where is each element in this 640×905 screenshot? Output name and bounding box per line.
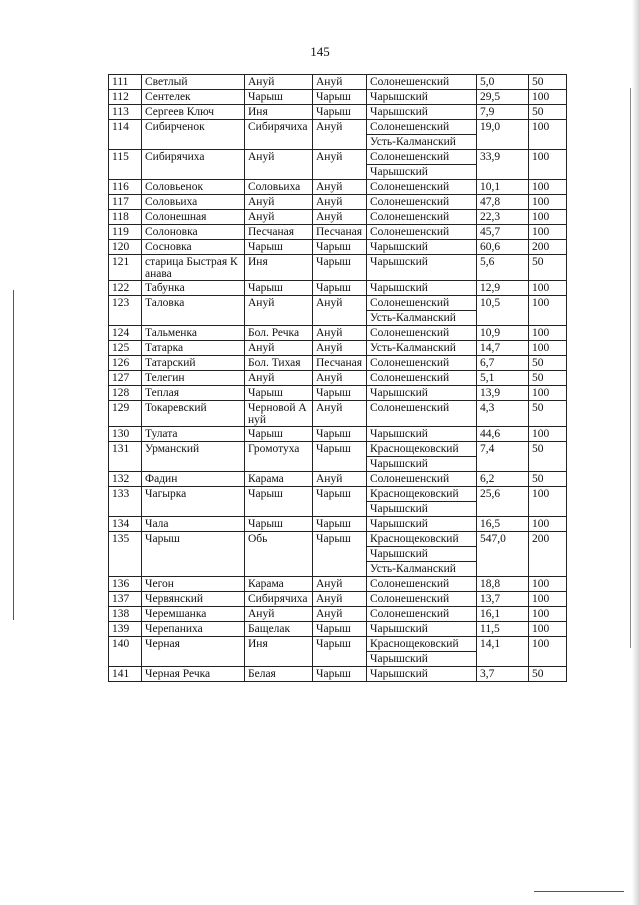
river-name-cell: Сибирячиха [142, 150, 245, 180]
row-number-cell: 128 [109, 386, 142, 401]
basin-cell: Ануй [313, 120, 367, 150]
district-line: Солонешенский [370, 608, 450, 620]
length-cell: 5,1 [477, 371, 529, 386]
row-number-cell: 118 [109, 210, 142, 225]
length-cell: 5,0 [477, 75, 529, 90]
table-row [109, 105, 567, 120]
row-number-cell: 134 [109, 517, 142, 532]
districts-cell [367, 442, 477, 472]
table-row [109, 225, 567, 240]
river-name-cell: Сергеев Ключ [142, 105, 245, 120]
row-number-cell: 113 [109, 105, 142, 120]
districts-cell [367, 120, 477, 150]
protection-zone-cell: 100 [529, 341, 567, 356]
protection-zone-cell: 50 [529, 442, 567, 472]
mouth-river-cell: Сибирячиха [245, 592, 313, 607]
table-row [109, 442, 567, 472]
mouth-river-cell: Бол. Тихая [245, 356, 313, 371]
protection-zone-cell: 100 [529, 386, 567, 401]
length-cell: 10,9 [477, 326, 529, 341]
districts-cell [367, 326, 477, 341]
footer-rule [534, 891, 624, 892]
basin-cell: Ануй [313, 472, 367, 487]
mouth-river-cell: Бащелак [245, 622, 313, 637]
table-row [109, 607, 567, 622]
districts-cell [367, 210, 477, 225]
basin-cell: Песчаная [313, 225, 367, 240]
table-row [109, 326, 567, 341]
basin-cell: Ануй [313, 577, 367, 592]
row-number-cell: 121 [109, 255, 142, 281]
mouth-river-cell: Ануй [245, 210, 313, 225]
basin-cell: Чарыш [313, 281, 367, 296]
table-row [109, 401, 567, 427]
row-number-cell: 123 [109, 296, 142, 326]
table-row [109, 637, 567, 667]
protection-zone-cell: 100 [529, 637, 567, 667]
river-name-cell: Табунка [142, 281, 245, 296]
protection-zone-cell: 100 [529, 120, 567, 150]
length-cell: 33,9 [477, 150, 529, 180]
table-row [109, 296, 567, 326]
districts-cell [367, 577, 477, 592]
river-name-cell: Черепаниха [142, 622, 245, 637]
protection-zone-cell: 100 [529, 517, 567, 532]
length-cell: 3,7 [477, 667, 529, 682]
row-number-cell: 125 [109, 341, 142, 356]
mouth-river-cell: Карама [245, 472, 313, 487]
districts-cell [367, 281, 477, 296]
river-name-cell: Татарка [142, 341, 245, 356]
basin-cell: Чарыш [313, 427, 367, 442]
mouth-river-cell: Песчаная [245, 225, 313, 240]
protection-zone-cell: 50 [529, 105, 567, 120]
district-line: Солонешенский [370, 151, 450, 163]
table-row [109, 667, 567, 682]
river-name-cell: Соловьенок [142, 180, 245, 195]
basin-cell: Чарыш [313, 532, 367, 577]
district-line: Чарышский [370, 623, 428, 635]
table-body [109, 75, 567, 682]
district-line: Чарышский [370, 241, 428, 253]
districts-cell [367, 386, 477, 401]
district-line: Чарышский [370, 668, 428, 680]
row-number-cell: 131 [109, 442, 142, 472]
river-name-cell: Солонешная [142, 210, 245, 225]
table-row [109, 532, 567, 577]
districts-cell [367, 195, 477, 210]
district-line: Краснощековский [370, 488, 459, 500]
row-number-cell: 111 [109, 75, 142, 90]
basin-cell: Ануй [313, 371, 367, 386]
district-line: Чарышский [367, 546, 476, 561]
protection-zone-cell: 100 [529, 296, 567, 326]
table-row [109, 356, 567, 371]
districts-cell [367, 356, 477, 371]
mouth-river-cell: Ануй [245, 195, 313, 210]
districts-cell [367, 487, 477, 517]
length-cell: 45,7 [477, 225, 529, 240]
mouth-river-cell: Белая [245, 667, 313, 682]
districts-cell [367, 592, 477, 607]
district-line: Чарышский [370, 256, 428, 268]
table-row [109, 386, 567, 401]
row-number-cell: 139 [109, 622, 142, 637]
river-name-cell: Солоновка [142, 225, 245, 240]
row-number-cell: 127 [109, 371, 142, 386]
table-row [109, 240, 567, 255]
length-cell: 7,9 [477, 105, 529, 120]
table-row [109, 577, 567, 592]
length-cell: 6,7 [477, 356, 529, 371]
protection-zone-cell: 100 [529, 281, 567, 296]
row-number-cell: 126 [109, 356, 142, 371]
mouth-river-cell: Сибирячиха [245, 120, 313, 150]
protection-zone-cell: 100 [529, 607, 567, 622]
length-cell: 4,3 [477, 401, 529, 427]
length-cell: 10,5 [477, 296, 529, 326]
protection-zone-cell: 50 [529, 401, 567, 427]
river-name-cell: Соловьиха [142, 195, 245, 210]
mouth-river-cell: Чарыш [245, 487, 313, 517]
river-name-cell: Черная [142, 637, 245, 667]
district-line: Усть-Калманский [367, 310, 476, 325]
protection-zone-cell: 100 [529, 210, 567, 225]
mouth-river-cell: Соловьиха [245, 180, 313, 195]
row-number-cell: 137 [109, 592, 142, 607]
basin-cell: Ануй [313, 326, 367, 341]
length-cell: 13,7 [477, 592, 529, 607]
table-row [109, 75, 567, 90]
districts-cell [367, 255, 477, 281]
length-cell: 44,6 [477, 427, 529, 442]
protection-zone-cell: 100 [529, 592, 567, 607]
districts-cell [367, 371, 477, 386]
districts-cell [367, 427, 477, 442]
districts-cell [367, 637, 477, 667]
protection-zone-cell: 100 [529, 427, 567, 442]
length-cell: 18,8 [477, 577, 529, 592]
mouth-river-cell: Чарыш [245, 427, 313, 442]
mouth-river-cell: Чарыш [245, 281, 313, 296]
length-cell: 25,6 [477, 487, 529, 517]
table-row [109, 341, 567, 356]
length-cell: 13,9 [477, 386, 529, 401]
district-line: Солонешенский [370, 76, 450, 88]
protection-zone-cell: 100 [529, 577, 567, 592]
district-line: Чарышский [370, 518, 428, 530]
length-cell: 6,2 [477, 472, 529, 487]
length-cell: 29,5 [477, 90, 529, 105]
length-cell: 60,6 [477, 240, 529, 255]
table-row [109, 622, 567, 637]
length-cell: 22,3 [477, 210, 529, 225]
mouth-river-cell: Обь [245, 532, 313, 577]
table-row [109, 195, 567, 210]
district-line: Чарышский [370, 106, 428, 118]
basin-cell: Чарыш [313, 622, 367, 637]
margin-line-left [13, 290, 14, 620]
basin-cell: Ануй [313, 401, 367, 427]
margin-line-right [630, 88, 631, 648]
table-row [109, 210, 567, 225]
basin-cell: Ануй [313, 150, 367, 180]
mouth-river-cell: Ануй [245, 150, 313, 180]
page-number: 145 [310, 44, 330, 59]
length-cell: 12,9 [477, 281, 529, 296]
mouth-river-cell: Чарыш [245, 90, 313, 105]
river-name-cell: Червянский [142, 592, 245, 607]
river-name-cell: Токаревский [142, 401, 245, 427]
district-line: Краснощековский [370, 533, 459, 545]
row-number-cell: 119 [109, 225, 142, 240]
mouth-river-cell: Чарыш [245, 240, 313, 255]
protection-zone-cell: 50 [529, 472, 567, 487]
mouth-river-cell: Карама [245, 577, 313, 592]
district-line: Чарышский [367, 501, 476, 516]
table-row [109, 255, 567, 281]
river-name-cell: Сосновка [142, 240, 245, 255]
basin-cell: Ануй [313, 195, 367, 210]
districts-cell [367, 341, 477, 356]
mouth-river-cell: Ануй [245, 371, 313, 386]
district-line: Солонешенский [370, 181, 450, 193]
protection-zone-cell: 100 [529, 225, 567, 240]
mouth-river-cell: Ануй [245, 341, 313, 356]
table-row [109, 517, 567, 532]
row-number-cell: 141 [109, 667, 142, 682]
length-cell: 14,7 [477, 341, 529, 356]
mouth-river-cell: Иня [245, 637, 313, 667]
protection-zone-cell: 100 [529, 180, 567, 195]
districts-cell [367, 105, 477, 120]
protection-zone-cell: 50 [529, 371, 567, 386]
row-number-cell: 124 [109, 326, 142, 341]
mouth-river-cell: Чарыш [245, 517, 313, 532]
protection-zone-cell: 100 [529, 90, 567, 105]
district-line: Чарышский [370, 428, 428, 440]
row-number-cell: 116 [109, 180, 142, 195]
district-line: Чарышский [367, 651, 476, 666]
table-row [109, 281, 567, 296]
river-name-cell: Урманский [142, 442, 245, 472]
protection-zone-cell: 200 [529, 240, 567, 255]
river-name-cell: Черемшанка [142, 607, 245, 622]
table-row [109, 150, 567, 180]
district-line: Усть-Калманский [367, 561, 476, 576]
basin-cell: Чарыш [313, 442, 367, 472]
row-number-cell: 117 [109, 195, 142, 210]
protection-zone-cell: 200 [529, 532, 567, 577]
row-number-cell: 120 [109, 240, 142, 255]
river-name-cell: Чала [142, 517, 245, 532]
row-number-cell: 140 [109, 637, 142, 667]
basin-cell: Чарыш [313, 637, 367, 667]
protection-zone-cell: 50 [529, 356, 567, 371]
river-name-cell: Чегон [142, 577, 245, 592]
protection-zone-cell: 100 [529, 326, 567, 341]
river-name-cell: Фадин [142, 472, 245, 487]
row-number-cell: 135 [109, 532, 142, 577]
protection-zone-cell: 50 [529, 255, 567, 281]
mouth-river-cell: Бол. Речка [245, 326, 313, 341]
basin-cell: Ануй [313, 341, 367, 356]
districts-cell [367, 75, 477, 90]
district-line: Чарышский [370, 282, 428, 294]
protection-zone-cell: 50 [529, 667, 567, 682]
district-line: Чарышский [370, 91, 428, 103]
length-cell: 14,1 [477, 637, 529, 667]
table-row [109, 90, 567, 105]
row-number-cell: 138 [109, 607, 142, 622]
mouth-river-cell: Ануй [245, 607, 313, 622]
river-name-cell: Чарыш [142, 532, 245, 577]
protection-zone-cell: 50 [529, 75, 567, 90]
district-line: Солонешенский [370, 402, 450, 414]
mouth-river-cell: Громотуха [245, 442, 313, 472]
protection-zone-cell: 100 [529, 622, 567, 637]
district-line: Чарышский [367, 456, 476, 471]
basin-cell: Чарыш [313, 90, 367, 105]
districts-cell [367, 90, 477, 105]
mouth-river-cell: Чарыш [245, 386, 313, 401]
basin-cell: Чарыш [313, 386, 367, 401]
basin-cell: Чарыш [313, 487, 367, 517]
districts-cell [367, 532, 477, 577]
district-line: Солонешенский [370, 578, 450, 590]
basin-cell: Ануй [313, 296, 367, 326]
district-line: Краснощековский [370, 638, 459, 650]
district-line: Усть-Калманский [367, 134, 476, 149]
district-line: Краснощековский [370, 443, 459, 455]
district-line: Солонешенский [370, 196, 450, 208]
length-cell: 47,8 [477, 195, 529, 210]
district-line: Солонешенский [370, 473, 450, 485]
mouth-river-cell: Иня [245, 255, 313, 281]
district-line: Солонешенский [370, 211, 450, 223]
district-line: Солонешенский [370, 297, 450, 309]
table-row [109, 371, 567, 386]
river-name-cell: Таловка [142, 296, 245, 326]
basin-cell: Чарыш [313, 517, 367, 532]
table-row [109, 120, 567, 150]
length-cell: 16,5 [477, 517, 529, 532]
districts-cell [367, 180, 477, 195]
mouth-river-cell: Ануй [245, 296, 313, 326]
river-name-cell: Сентелек [142, 90, 245, 105]
districts-cell [367, 622, 477, 637]
district-line: Солонешенский [370, 593, 450, 605]
districts-cell [367, 607, 477, 622]
river-name-cell: Сибирченок [142, 120, 245, 150]
river-name-cell: старица Быстрая Канава [142, 255, 245, 281]
table-row [109, 180, 567, 195]
basin-cell: Ануй [313, 592, 367, 607]
districts-cell [367, 667, 477, 682]
river-name-cell: Черная Речка [142, 667, 245, 682]
length-cell: 5,6 [477, 255, 529, 281]
district-line: Солонешенский [370, 357, 450, 369]
districts-cell [367, 472, 477, 487]
basin-cell: Чарыш [313, 105, 367, 120]
districts-cell [367, 517, 477, 532]
river-name-cell: Телегин [142, 371, 245, 386]
basin-cell: Чарыш [313, 255, 367, 281]
river-name-cell: Теплая [142, 386, 245, 401]
districts-cell [367, 240, 477, 255]
row-number-cell: 129 [109, 401, 142, 427]
length-cell: 16,1 [477, 607, 529, 622]
page-edge-shadow [632, 0, 640, 905]
district-line: Солонешенский [370, 226, 450, 238]
row-number-cell: 133 [109, 487, 142, 517]
district-line: Солонешенский [370, 372, 450, 384]
mouth-river-cell: Черновой Ануй [245, 401, 313, 427]
table-row [109, 592, 567, 607]
row-number-cell: 136 [109, 577, 142, 592]
basin-cell: Ануй [313, 180, 367, 195]
basin-cell: Ануй [313, 210, 367, 225]
river-name-cell: Тулата [142, 427, 245, 442]
basin-cell: Ануй [313, 607, 367, 622]
districts-cell [367, 225, 477, 240]
protection-zone-cell: 100 [529, 150, 567, 180]
row-number-cell: 132 [109, 472, 142, 487]
basin-cell: Чарыш [313, 667, 367, 682]
mouth-river-cell: Иня [245, 105, 313, 120]
rivers-table [108, 74, 567, 682]
districts-cell [367, 401, 477, 427]
district-line: Чарышский [367, 164, 476, 179]
basin-cell: Ануй [313, 75, 367, 90]
protection-zone-cell: 100 [529, 195, 567, 210]
row-number-cell: 114 [109, 120, 142, 150]
length-cell: 547,0 [477, 532, 529, 577]
row-number-cell: 115 [109, 150, 142, 180]
basin-cell: Песчаная [313, 356, 367, 371]
length-cell: 11,5 [477, 622, 529, 637]
length-cell: 7,4 [477, 442, 529, 472]
basin-cell: Чарыш [313, 240, 367, 255]
districts-cell [367, 296, 477, 326]
district-line: Солонешенский [370, 327, 450, 339]
river-name-cell: Светлый [142, 75, 245, 90]
district-line: Усть-Калманский [370, 342, 456, 354]
district-line: Солонешенский [370, 121, 450, 133]
river-name-cell: Татарский [142, 356, 245, 371]
length-cell: 19,0 [477, 120, 529, 150]
table-row [109, 472, 567, 487]
river-name-cell: Тальменка [142, 326, 245, 341]
row-number-cell: 130 [109, 427, 142, 442]
row-number-cell: 112 [109, 90, 142, 105]
protection-zone-cell: 100 [529, 487, 567, 517]
length-cell: 10,1 [477, 180, 529, 195]
river-name-cell: Чагырка [142, 487, 245, 517]
table-row [109, 427, 567, 442]
mouth-river-cell: Ануй [245, 75, 313, 90]
district-line: Чарышский [370, 387, 428, 399]
table-row [109, 487, 567, 517]
districts-cell [367, 150, 477, 180]
row-number-cell: 122 [109, 281, 142, 296]
